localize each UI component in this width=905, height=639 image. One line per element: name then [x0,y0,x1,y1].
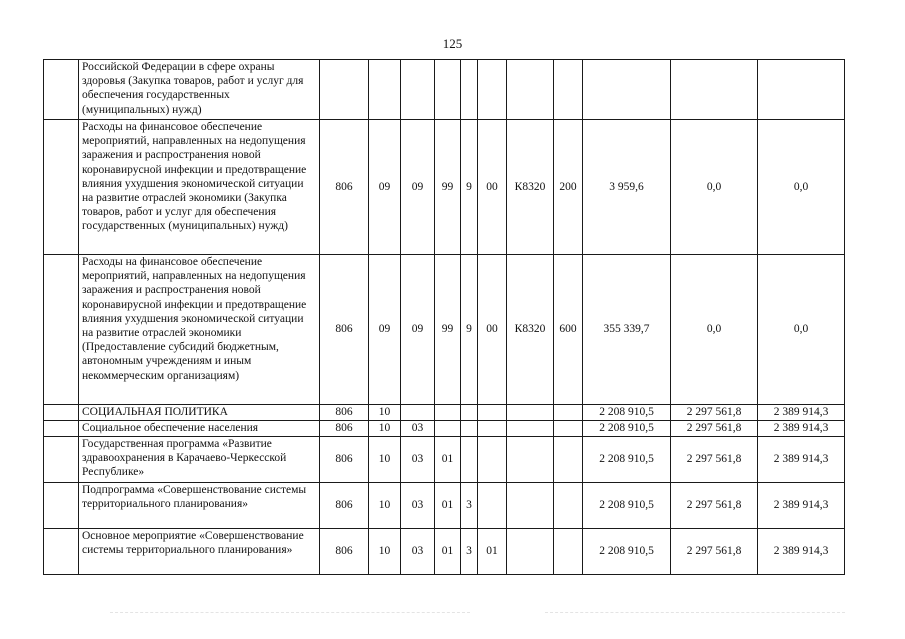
admin-code-cell: 806 [320,120,369,255]
subprogram-code-cell [461,60,478,120]
expense-type-cell [554,437,583,483]
amount-year3-cell: 2 389 914,3 [758,405,845,421]
table-row [44,120,845,255]
admin-code-cell [320,60,369,120]
amount-year1-cell: 355 339,7 [583,255,671,405]
event-code-cell [478,60,507,120]
expense-type-cell: 600 [554,255,583,405]
table-row [44,60,845,120]
amount-year1-cell: 2 208 910,5 [583,437,671,483]
event-code-cell: 00 [478,120,507,255]
expense-type-cell [554,405,583,421]
subsection-code-cell: 09 [401,120,435,255]
program-code-cell: 01 [435,529,461,575]
amount-year3-cell [758,60,845,120]
subprogram-code-cell: 9 [461,120,478,255]
direction-code-cell [507,529,554,575]
amount-year3-cell: 2 389 914,3 [758,437,845,483]
admin-code-cell: 806 [320,483,369,529]
row-number-cell [44,405,79,421]
section-code-cell: 10 [369,405,401,421]
section-code-cell: 10 [369,421,401,437]
direction-code-cell [507,405,554,421]
event-code-cell: 01 [478,529,507,575]
event-code-cell [478,483,507,529]
row-number-cell [44,483,79,529]
row-name-cell: Подпрограмма «Совершенствование системы территориального планирования» [79,483,320,529]
section-code-cell: 10 [369,529,401,575]
amount-year2-cell: 2 297 561,8 [671,405,758,421]
event-code-cell [478,437,507,483]
amount-year1-cell: 2 208 910,5 [583,483,671,529]
subprogram-code-cell: 3 [461,483,478,529]
page-bottom-rule [545,612,845,613]
row-number-cell [44,437,79,483]
table-body [44,60,845,575]
section-code-cell: 10 [369,437,401,483]
amount-year2-cell: 2 297 561,8 [671,437,758,483]
program-code-cell: 99 [435,255,461,405]
subsection-code-cell: 03 [401,483,435,529]
admin-code-cell: 806 [320,405,369,421]
table-row [44,529,845,575]
subprogram-code-cell [461,405,478,421]
subsection-code-cell [401,60,435,120]
program-code-cell [435,405,461,421]
row-name-cell: Российской Федерации в сфере охраны здоровья (Закупка товаров, работ и услуг для обеспечения государственных (муниципальных) нужд) [79,60,320,120]
section-code-cell: 09 [369,255,401,405]
admin-code-cell: 806 [320,437,369,483]
row-name-cell: Государственная программа «Развитие здравоохранения в Карачаево-Черкесской Республике» [79,437,320,483]
subprogram-code-cell [461,437,478,483]
table-row [44,483,845,529]
section-code-cell: 09 [369,120,401,255]
page-bottom-rule [110,612,470,613]
amount-year3-cell: 0,0 [758,120,845,255]
amount-year3-cell: 0,0 [758,255,845,405]
row-name-cell: Расходы на финансовое обеспечение мероприятий, направленных на недопущения заражения и распространения новой коронавирусной инфекции и предотвращение влияния ухудшения экономической ситуации на развитие отраслей экономики (Закупка товаров, работ и услуг для обеспечения государственных (муниципальных) нужд) [79,120,320,255]
program-code-cell: 99 [435,120,461,255]
program-code-cell [435,60,461,120]
admin-code-cell: 806 [320,529,369,575]
program-code-cell [435,421,461,437]
subsection-code-cell: 03 [401,437,435,483]
program-code-cell: 01 [435,437,461,483]
subsection-code-cell: 09 [401,255,435,405]
amount-year2-cell: 0,0 [671,255,758,405]
row-name-cell: СОЦИАЛЬНАЯ ПОЛИТИКА [79,405,320,421]
row-number-cell [44,421,79,437]
amount-year2-cell: 2 297 561,8 [671,421,758,437]
subsection-code-cell: 03 [401,529,435,575]
expense-type-cell [554,60,583,120]
direction-code-cell: К8320 [507,255,554,405]
amount-year2-cell: 2 297 561,8 [671,529,758,575]
section-code-cell [369,60,401,120]
amount-year2-cell: 0,0 [671,120,758,255]
page-number: 125 [442,36,463,51]
row-number-cell [44,120,79,255]
admin-code-cell: 806 [320,255,369,405]
expense-type-cell [554,483,583,529]
table-row [44,421,845,437]
subprogram-code-cell: 3 [461,529,478,575]
amount-year2-cell [671,60,758,120]
subprogram-code-cell: 9 [461,255,478,405]
direction-code-cell [507,421,554,437]
subprogram-code-cell [461,421,478,437]
row-name-cell: Расходы на финансовое обеспечение мероприятий, направленных на недопущения заражения и распространения новой коронавирусной инфекции и предотвращение влияния ухудшения экономической ситуации на развитие отраслей экономики (Предоставление субсидий бюджетным, автономным учреждениям и иным некоммерческим организациям) [79,255,320,405]
expense-type-cell [554,421,583,437]
amount-year1-cell: 3 959,6 [583,120,671,255]
amount-year3-cell: 2 389 914,3 [758,483,845,529]
table-row [44,437,845,483]
program-code-cell: 01 [435,483,461,529]
amount-year1-cell: 2 208 910,5 [583,421,671,437]
event-code-cell [478,421,507,437]
table-row [44,255,845,405]
expense-type-cell: 200 [554,120,583,255]
direction-code-cell: К8320 [507,120,554,255]
amount-year2-cell: 2 297 561,8 [671,483,758,529]
event-code-cell: 00 [478,255,507,405]
amount-year1-cell: 2 208 910,5 [583,529,671,575]
row-name-cell: Основное мероприятие «Совершенствование системы территориального планирования» [79,529,320,575]
amount-year3-cell: 2 389 914,3 [758,529,845,575]
budget-table [43,59,845,575]
event-code-cell [478,405,507,421]
amount-year1-cell: 2 208 910,5 [583,405,671,421]
subsection-code-cell: 03 [401,421,435,437]
admin-code-cell: 806 [320,421,369,437]
direction-code-cell [507,60,554,120]
subsection-code-cell [401,405,435,421]
amount-year3-cell: 2 389 914,3 [758,421,845,437]
section-code-cell: 10 [369,483,401,529]
direction-code-cell [507,437,554,483]
table-row [44,405,845,421]
expense-type-cell [554,529,583,575]
direction-code-cell [507,483,554,529]
row-number-cell [44,255,79,405]
row-number-cell [44,529,79,575]
row-name-cell: Социальное обеспечение населения [79,421,320,437]
row-number-cell [44,60,79,120]
amount-year1-cell [583,60,671,120]
